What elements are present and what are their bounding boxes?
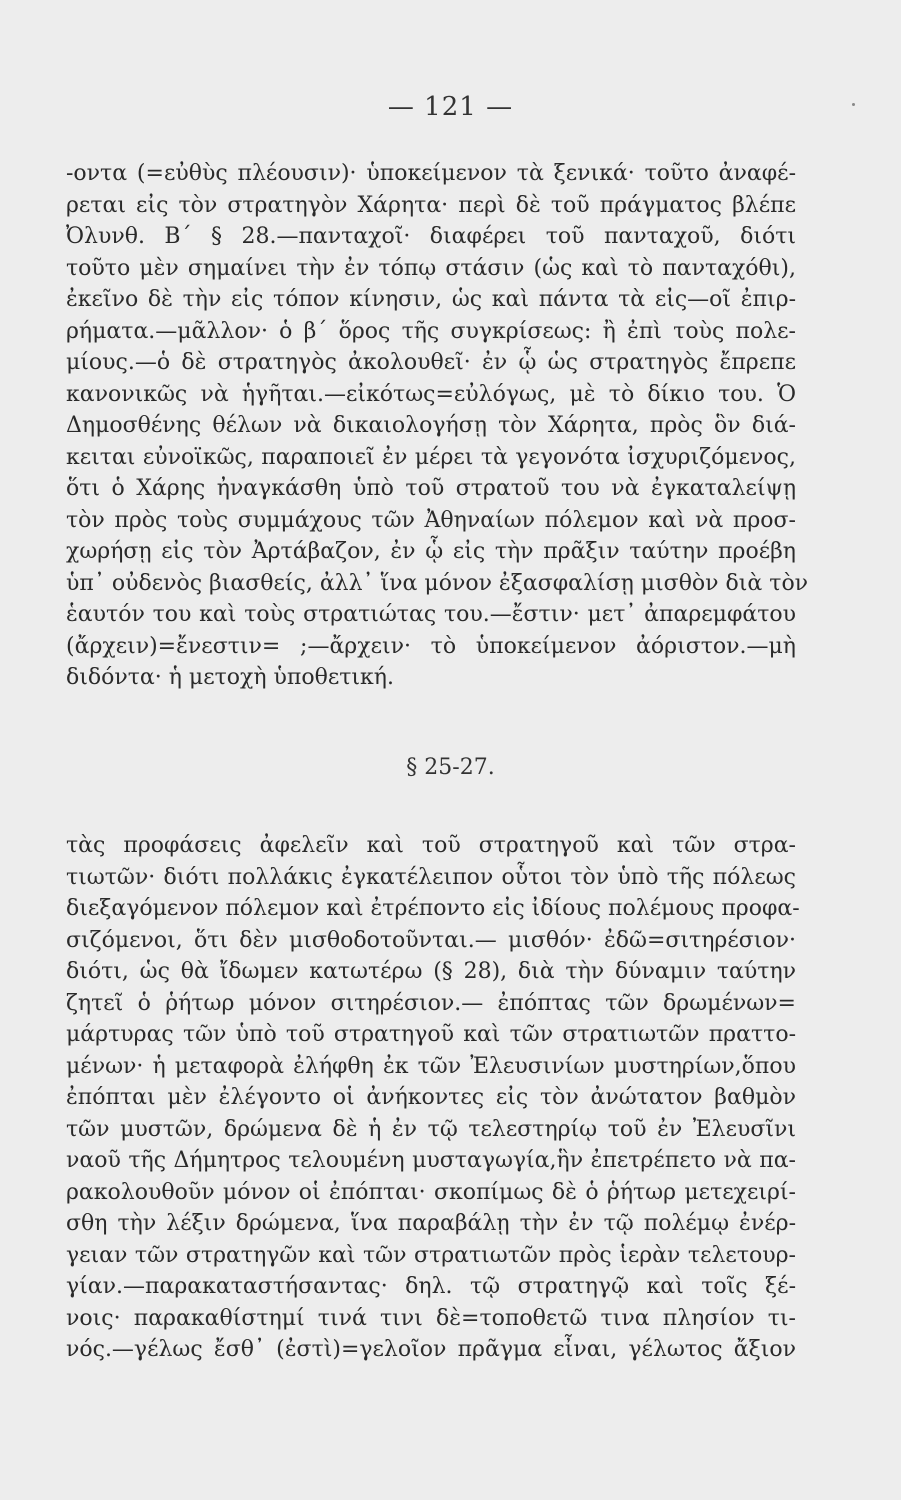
paragraph-1 [66, 158, 809, 694]
text-line: τιωτῶν· διότι πολλάκις ἐγκατέλειπον οὗτοι τὸν ὑπὸ τῆς πόλεως [66, 864, 796, 890]
text-line: ρεται εἰς τὸν στρατηγὸν Χάρητα· περὶ δὲ τοῦ πράγματος βλέπε [66, 192, 796, 218]
text-line: -οντα (=εὐθὺς πλέουσιν)· ὑποκείμενον τὰ ξενικά· τοῦτο ἀναφέ- [66, 161, 796, 186]
page-number: — 121 — [387, 92, 514, 122]
text-line: νοις· παρακαθίστημί τινά τινι δὲ=τοποθετῶ τινα πλησίον τι- [66, 1305, 796, 1331]
text-line: διότι, ὡς θὰ ἴδωμεν κατωτέρω (§ 28), διὰ τὴν δύναμιν ταύτην [66, 959, 796, 984]
text-line: γειαν τῶν στρατηγῶν καὶ τῶν στρατιωτῶν πρὸς ἱερὰν τελετουρ- [66, 1242, 796, 1268]
text-line: ναοῦ τῆς Δήμητρος τελουμένη μυσταγωγία,ἣν ἐπετρέπετο νὰ πα- [66, 1148, 796, 1173]
text-line: μάρτυρας τῶν ὑπὸ τοῦ στρατηγοῦ καὶ τῶν στρατιωτῶν πραττο- [66, 1022, 796, 1047]
text-line: τὸν πρὸς τοὺς συμμάχους τῶν Ἀθηναίων πόλεμον καὶ νὰ προσ- [66, 507, 796, 533]
text-line: μίους.—ὁ δὲ στρατηγὸς ἀκολουθεῖ· ἐν ᾧ ὡς στρατηγὸς ἔπρεπε [66, 350, 796, 375]
text-line: κειται εὐνοϊκῶς, παραποιεῖ ἐν μέρει τὰ γεγονότα ἰσχυριζόμενος, [66, 444, 796, 470]
text-line: Δημοσθένης θέλων νὰ δικαιολογήσῃ τὸν Χάρητα, πρὸς ὃν διά- [66, 413, 796, 438]
scan-speck [852, 103, 855, 106]
text-line: διεξαγόμενον πόλεμον καὶ ἐτρέποντο εἰς ἰδίους πολέμους προφα- [66, 896, 800, 921]
text-line: ἐκεῖνο δὲ τὴν εἰς τόπον κίνησιν, ὡς καὶ πάντα τὰ εἰς—οῖ ἐπιρ- [66, 287, 796, 312]
text-line: ρήματα.—μᾶλλον· ὁ β´ ὅρος τῆς συγκρίσεως: ἢ ἐπὶ τοὺς πολε- [66, 318, 796, 344]
text-line: διδόντα· ἡ μετοχὴ ὑποθετική. [66, 665, 394, 690]
text-line: ὑπ᾿ οὐδενὸς βιασθείς, ἀλλ᾿ ἵνα μόνον ἐξασφαλίσῃ μισθὸν διὰ τὸν [66, 570, 809, 596]
text-line: ὅτι ὁ Χάρης ἠναγκάσθη ὑπὸ τοῦ στρατοῦ του νὰ ἐγκαταλείψῃ [66, 476, 796, 501]
text-line: μένων· ἡ μεταφορὰ ἐλήφθη ἐκ τῶν Ἐλευσινίων μυστηρίων,ὅπου [66, 1053, 796, 1079]
text-line: τοῦτο μὲν σημαίνει τὴν ἐν τόπῳ στάσιν (ὡς καὶ τὸ πανταχόθι), [66, 255, 796, 281]
text-line: σιζόμενοι, ὅτι δὲν μισθοδοτοῦνται.— μισθόν· ἐδῶ=σιτηρέσιον· [66, 927, 796, 953]
text-line: γίαν.—παρακαταστήσαντας· δηλ. τῷ στρατηγῷ καὶ τοῖς ξέ- [66, 1274, 796, 1299]
section-heading: § 25-27. [406, 755, 495, 780]
text-line: (ἄρχειν)=ἔνεστιν= ;—ἄρχειν· τὸ ὑποκείμενον ἀόριστον.—μὴ [66, 633, 796, 659]
text-line: τῶν μυστῶν, δρώμενα δὲ ἡ ἐν τῷ τελεστηρίῳ τοῦ ἐν Ἐλευσῖνι [66, 1116, 796, 1142]
text-line: νός.—γέλως ἔσθ᾿ (ἐστὶ)=γελοῖον πρᾶγμα εἶναι, γέλωτος ἄξιον [66, 1337, 796, 1362]
text-line: κανονικῶς νὰ ἡγῆται.—εἰκότως=εὐλόγως, μὲ τὸ δίκιο του. Ὁ [66, 381, 796, 407]
paragraph-2 [66, 830, 800, 1366]
text-line: Ὀλυνθ. Β´ § 28.—πανταχοῖ· διαφέρει τοῦ πανταχοῦ, διότι [66, 224, 796, 249]
text-line: ἑαυτόν του καὶ τοὺς στρατιώτας του.—ἔστιν· μετ᾿ ἀπαρεμφάτου [66, 602, 796, 627]
text-line: ἐπόπται μὲν ἐλέγοντο οἱ ἀνήκοντες εἰς τὸν ἀνώτατον βαθμὸν [66, 1085, 796, 1110]
text-line: ζητεῖ ὁ ῥήτωρ μόνον σιτηρέσιον.— ἐπόπτας τῶν δρωμένων= [66, 990, 796, 1016]
text-line: ρακολουθοῦν μόνον οἱ ἐπόπται· σκοπίμως δὲ ὁ ῥήτωρ μετεχειρί- [66, 1179, 796, 1205]
text-line: τὰς προφάσεις ἀφελεῖν καὶ τοῦ στρατηγοῦ καὶ τῶν στρα- [66, 833, 796, 858]
text-line: σθη τὴν λέξιν δρώμενα, ἵνα παραβάλῃ τὴν ἐν τῷ πολέμῳ ἐνέρ- [66, 1211, 796, 1236]
text-line: χωρήσῃ εἰς τὸν Ἀρτάβαζον, ἐν ᾧ εἰς τὴν πρᾶξιν ταύτην προέβη [66, 539, 796, 564]
